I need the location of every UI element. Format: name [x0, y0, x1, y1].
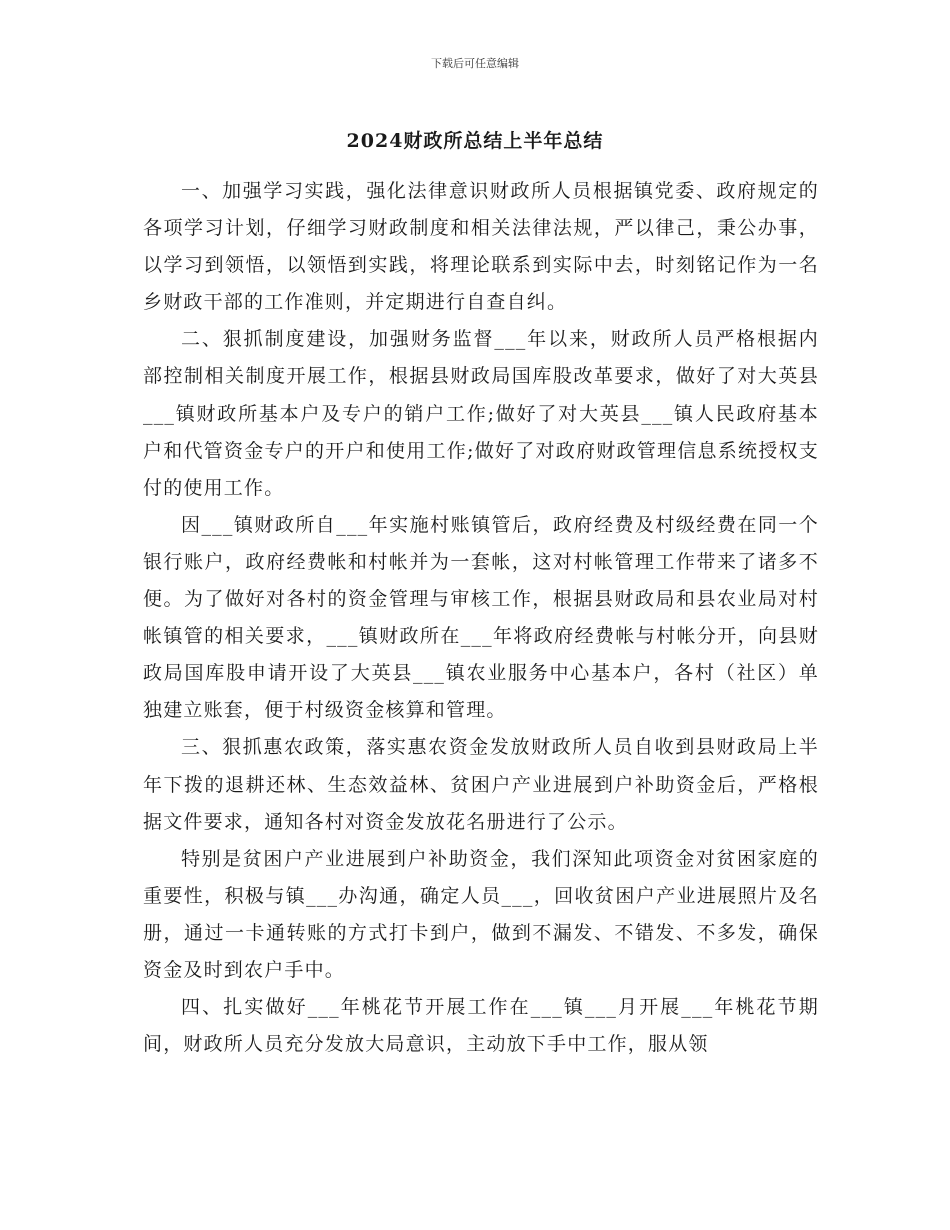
paragraph-village-accounts: 因___镇财政所自___年实施村账镇管后，政府经费及村级经费在同一个银行账户，政府经费帐和村帐并为一套帐，这对村帐管理工作带来了诸多不便。为了做好对各村的资金管理与审核工作，根据县财政局和县农业局对村帐镇管的相关要求，___镇财政所在___年将政府经费帐与村帐分开，向县财政局国库股申请开设了大英县___镇农业服务中心基本户，各村（社区）单独建立账套，便于村级资金核算和管理。	[143, 513, 819, 722]
paragraph-peach-festival: 四、扎实做好___年桃花节开展工作在___镇___月开展___年桃花节期间，财政所人员充分发放大局意识，主动放下手中工作，服从领	[143, 996, 819, 1056]
document-title: 2024财政所总结上半年总结	[346, 130, 604, 152]
paragraph-study-practice: 一、加强学习实践，强化法律意识财政所人员根据镇党委、政府规定的各项学习计划，仔细学习财政制度和相关法律法规，严以律己，秉公办事，以学习到领悟，以领悟到实践，将理论联系到实际中去，时刻铭记作为一名乡财政干部的工作准则，并定期进行自查自纠。	[143, 180, 819, 314]
header-note: 下载后可任意编辑	[431, 57, 519, 70]
paragraph-poverty-subsidy: 特别是贫困户产业进展到户补助资金，我们深知此项资金对贫困家庭的重要性，积极与镇___办沟通，确定人员___，回收贫困户产业进展照片及名册，通过一卡通转账的方式打卡到户，做到不漏发、不错发、不多发，确保资金及时到农户手中。	[143, 847, 819, 981]
document-body	[143, 173, 819, 1063]
paragraph-agri-policy: 三、狠抓惠农政策，落实惠农资金发放财政所人员自收到县财政局上半年下拨的退耕还林、生态效益林、贫困户产业进展到户补助资金后，严格根据文件要求，通知各村对资金发放花名册进行了公示。	[143, 736, 819, 833]
paragraph-system-building: 二、狠抓制度建设，加强财务监督___年以来，财政所人员严格根据内部控制相关制度开展工作，根据县财政局国库股改革要求，做好了对大英县___镇财政所基本户及专户的销户工作;做好了对大英县___镇人民政府基本户和代管资金专户的开户和使用工作;做好了对政府财政管理信息系统授权支付的使用工作。	[143, 328, 819, 499]
